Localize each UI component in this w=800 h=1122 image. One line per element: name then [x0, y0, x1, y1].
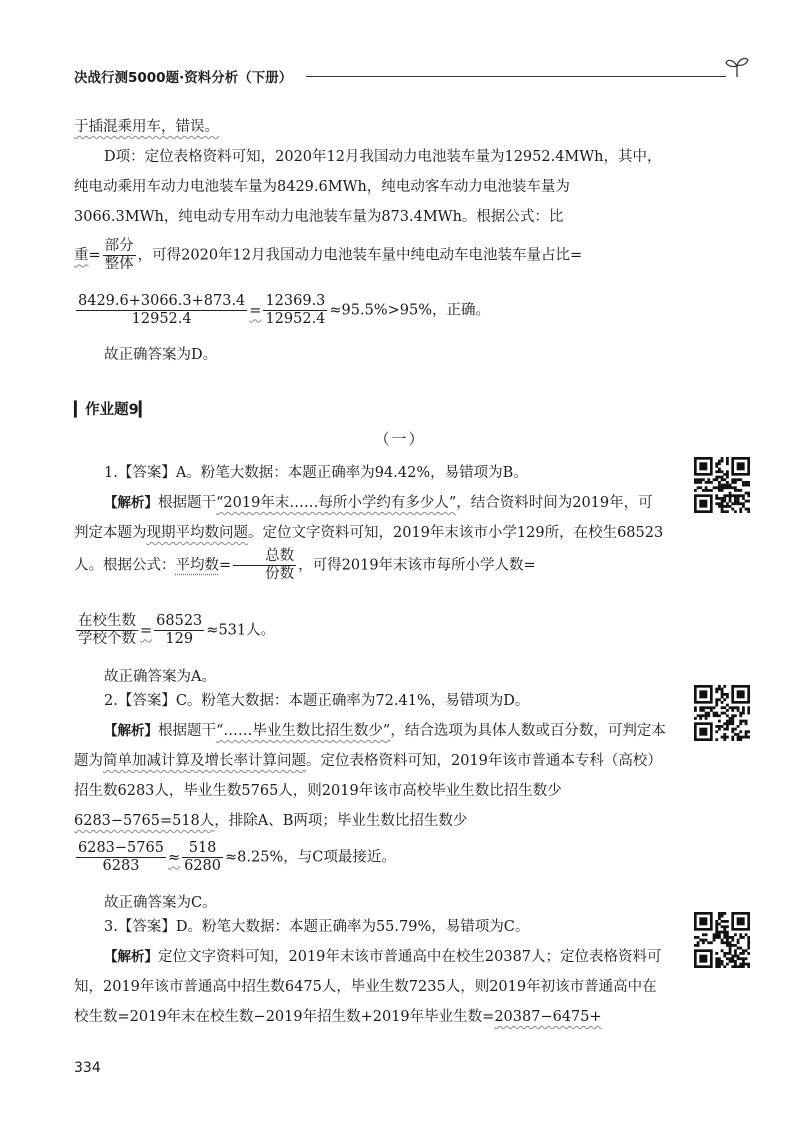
q1-final-answer: 故正确答案为A。 — [104, 669, 216, 685]
formula-text: ，可得2020年12月我国动力电池装车量中纯电动车电池装车量占比= — [137, 247, 583, 264]
analysis-tag: 【解析】 — [104, 723, 158, 739]
q2-final-answer: 故正确答案为C。 — [104, 895, 217, 911]
page-header — [74, 62, 750, 90]
section-subtitle: （一） — [374, 430, 426, 448]
fraction-denominator: 整体 — [104, 256, 134, 272]
formula-term: 重 — [74, 247, 89, 264]
result-text: ≈531人。 — [206, 622, 276, 639]
analysis-text: ，结合选项为具体人数或百分数，可判定本题为 — [74, 723, 666, 769]
fraction-numerator: 68523 — [156, 613, 203, 629]
formula-line-1 — [74, 238, 666, 273]
analysis-tag: 【解析】 — [104, 949, 158, 965]
q1-answer-line: 1.【答案】A。粉笔大数据：本题正确率为94.42%，易错项为B。 — [104, 465, 528, 481]
q2-answer-line: 2.【答案】C。粉笔大数据：本题正确率为72.41%，易错项为D。 — [104, 693, 530, 709]
q2-analysis — [74, 716, 666, 836]
qr-code-icon[interactable] — [694, 457, 750, 513]
calculation — [74, 840, 225, 874]
header-title: 决战行测5000题·资料分析（下册） — [74, 70, 293, 86]
fraction-numerator: 8429.6+3066.3+873.4 — [78, 293, 246, 309]
q3-analysis — [74, 942, 666, 1032]
fraction-numerator: 总数 — [233, 548, 296, 566]
fraction-2 — [154, 613, 204, 648]
page-number: 334 — [74, 1060, 101, 1076]
analysis-text: 根据题干 — [158, 495, 216, 511]
continued-text: 于插混乘用车，错误。 — [74, 119, 219, 135]
formula-line-2 — [74, 293, 666, 328]
fraction-denominator: 129 — [165, 631, 194, 647]
formula-term: 平均数 — [175, 557, 219, 574]
fraction-denominator: 12952.4 — [131, 311, 192, 327]
analysis-tag: 【解析】 — [104, 495, 158, 511]
equals-sign: = — [249, 302, 262, 319]
analysis-quote: “2019年末……每所小学约有多少人” — [216, 495, 457, 511]
formula-equals: = — [88, 247, 101, 264]
fraction-numerator: 在校生数 — [78, 613, 136, 629]
analysis-text: ，结合资料时间为2019年，可判定本题为 — [74, 495, 653, 541]
ratio-formula — [103, 238, 136, 273]
result-text: ≈95.5%>95%，正确。 — [329, 302, 490, 319]
calculation — [74, 613, 206, 647]
option-d-paragraph: D项：定位表格资料可知，2020年12月我国动力电池装车量为12952.4MWh，其中，纯电动乘用车动力电池装车量为8429.6MWh，纯电动客车动力电池装车量为3066.3MWh，纯电动专用车动力电池装车量为873.4MWh。根据公式：比 — [74, 149, 662, 225]
q3-answer-line: 3.【答案】D。粉笔大数据：本题正确率为55.79%，易错项为C。 — [104, 919, 530, 935]
fraction-numerator: 518 — [182, 840, 223, 858]
analysis-text: 根据题干 — [158, 723, 216, 739]
analysis-quote: “……毕业生数比招生数少” — [216, 723, 391, 739]
q1-analysis — [74, 488, 666, 583]
fraction-denominator: 12952.4 — [265, 311, 326, 327]
qr-code-icon[interactable] — [694, 912, 750, 968]
fraction-2 — [263, 293, 327, 328]
section-title: ▎作业题9▎ — [74, 402, 150, 418]
question-type: 现期平均数问题 — [146, 525, 248, 541]
average-formula — [233, 548, 296, 583]
fraction-1 — [76, 613, 138, 648]
calculation-inline: 6283−5765=518人 — [74, 813, 215, 829]
analysis-text: ，可得2019年末该市每所小学人数= — [298, 557, 536, 574]
header-rule — [306, 76, 726, 77]
q1-formula-line — [74, 613, 666, 648]
sprout-icon — [724, 56, 750, 78]
analysis-text: 定位文字资料可知，2019年末该市普通高中在校生20387人；定位表格资料可知，2019年该市普通高中招生数6475人，毕业生数7235人，则2019年初该市普通高中在校生数=2019年末在校生数−2019年招生数+2019年毕业生数= — [74, 949, 662, 1025]
calculation-inline: 20387−6475+ — [494, 1009, 602, 1025]
equals-sign: = — [140, 622, 153, 639]
analysis-text: 。定位表格资料可知，2019年该市普通本专科（高校）招生数6283人，毕业生数5765人，则2019年该市高校毕业生数比招生数少 — [74, 753, 662, 799]
fraction-denominator: 学校个数 — [78, 631, 136, 647]
fraction-denominator: 份数 — [265, 566, 295, 582]
q2-formula-line — [74, 840, 666, 875]
fraction-2 — [182, 840, 223, 875]
approx-sign: ≈ — [167, 849, 181, 866]
qr-code-icon[interactable] — [694, 685, 750, 741]
fraction-denominator: 6283 — [102, 858, 140, 874]
question-type: 简单加减计算及增长率计算问题 — [103, 753, 306, 769]
result-text: ≈8.25%，与C项最接近。 — [225, 849, 396, 866]
fraction-numerator: 部分 — [104, 238, 134, 254]
answer-line: 故正确答案为D。 — [104, 347, 218, 363]
calculation — [74, 293, 329, 327]
fraction-numerator: 12369.3 — [265, 293, 326, 309]
analysis-text: 。定位文字资料可知，2019年末该市小学129所，在校生68523人。根据公式： — [74, 525, 664, 574]
analysis-text: ，排除A、B两项；毕业生数比招生数少 — [214, 813, 468, 829]
formula-equals: = — [219, 557, 232, 574]
fraction-numerator: 6283−5765 — [78, 840, 164, 856]
fraction-1 — [76, 840, 166, 875]
fraction-1 — [76, 293, 247, 328]
fraction-denominator: 6280 — [184, 858, 222, 874]
continued-line — [74, 112, 666, 142]
